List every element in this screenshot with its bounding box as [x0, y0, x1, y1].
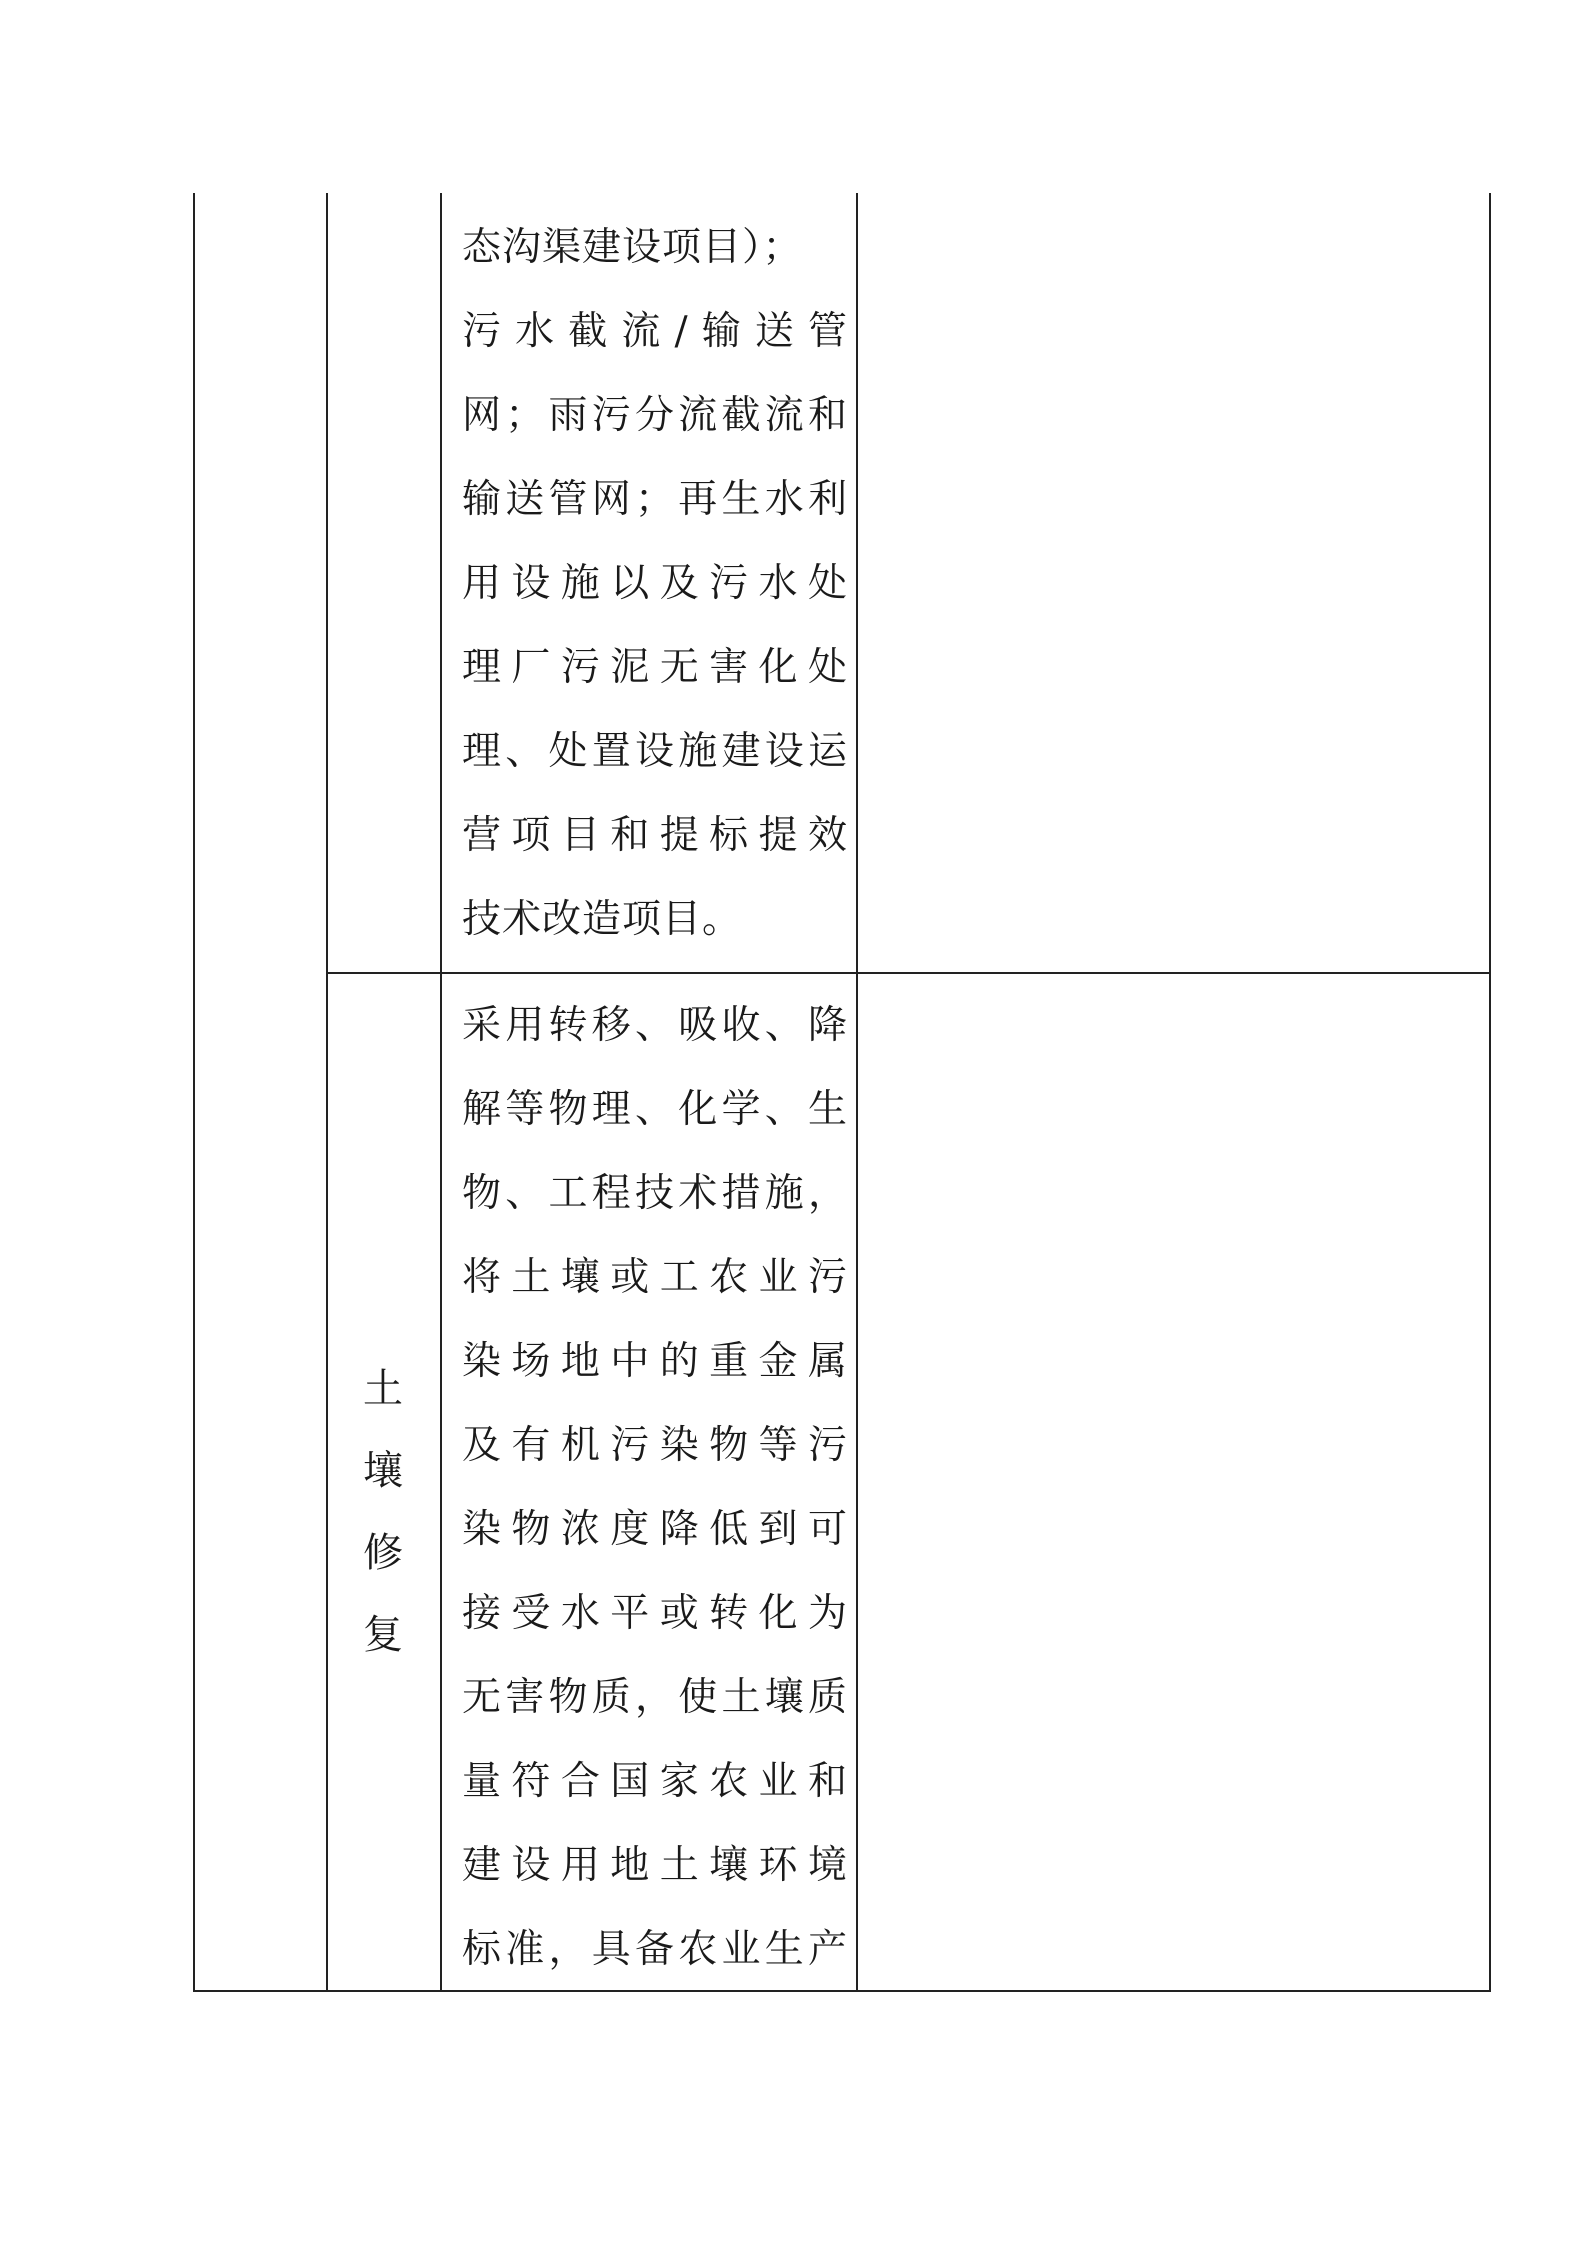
- content-line: 污水截流/输送管: [462, 309, 847, 354]
- content-line: 网；雨污分流截流和: [462, 393, 847, 438]
- table-divider-col2: [440, 193, 442, 1992]
- content-line: 及有机污染物等污: [462, 1423, 847, 1468]
- content-line: 染物浓度降低到可: [462, 1507, 847, 1552]
- content-line: 建设用地土壤环境: [462, 1843, 847, 1888]
- content-line: 染场地中的重金属: [462, 1339, 847, 1384]
- content-line: 输送管网；再生水利: [462, 477, 847, 522]
- table-border-left: [193, 193, 195, 1992]
- category-char: 复: [363, 1612, 403, 1658]
- content-line: 标准，具备农业生产: [462, 1927, 847, 1972]
- row2-content-cell: [462, 984, 847, 1992]
- content-line: 量符合国家农业和: [462, 1759, 847, 1804]
- content-line: 营项目和提标提效: [462, 813, 847, 858]
- category-char: 修: [363, 1530, 403, 1576]
- content-line: 技术改造项目。: [462, 897, 743, 942]
- category-char: 壤: [363, 1448, 403, 1494]
- content-line: 无害物质，使土壤质: [462, 1675, 847, 1720]
- content-line: 接受水平或转化为: [462, 1591, 847, 1636]
- content-line: 态沟渠建设项目）；: [462, 225, 803, 270]
- row1-content-cell: [462, 206, 847, 962]
- table-border-right: [1489, 193, 1491, 1992]
- content-line: 理、处置设施建设运: [462, 729, 847, 774]
- row2-category-cell: [328, 1348, 438, 1676]
- category-char: 土: [363, 1366, 403, 1412]
- table-row-divider: [326, 972, 1491, 974]
- content-line: 将土壤或工农业污: [462, 1255, 847, 1300]
- content-line: 解等物理、化学、生: [462, 1087, 847, 1132]
- content-line: 采用转移、吸收、降: [462, 1003, 847, 1048]
- table-divider-col3: [856, 193, 858, 1992]
- content-line: 物、工程技术措施，: [462, 1171, 847, 1216]
- content-line: 理厂污泥无害化处: [462, 645, 847, 690]
- content-line: 用设施以及污水处: [462, 561, 847, 606]
- table-divider-col1: [326, 193, 328, 1992]
